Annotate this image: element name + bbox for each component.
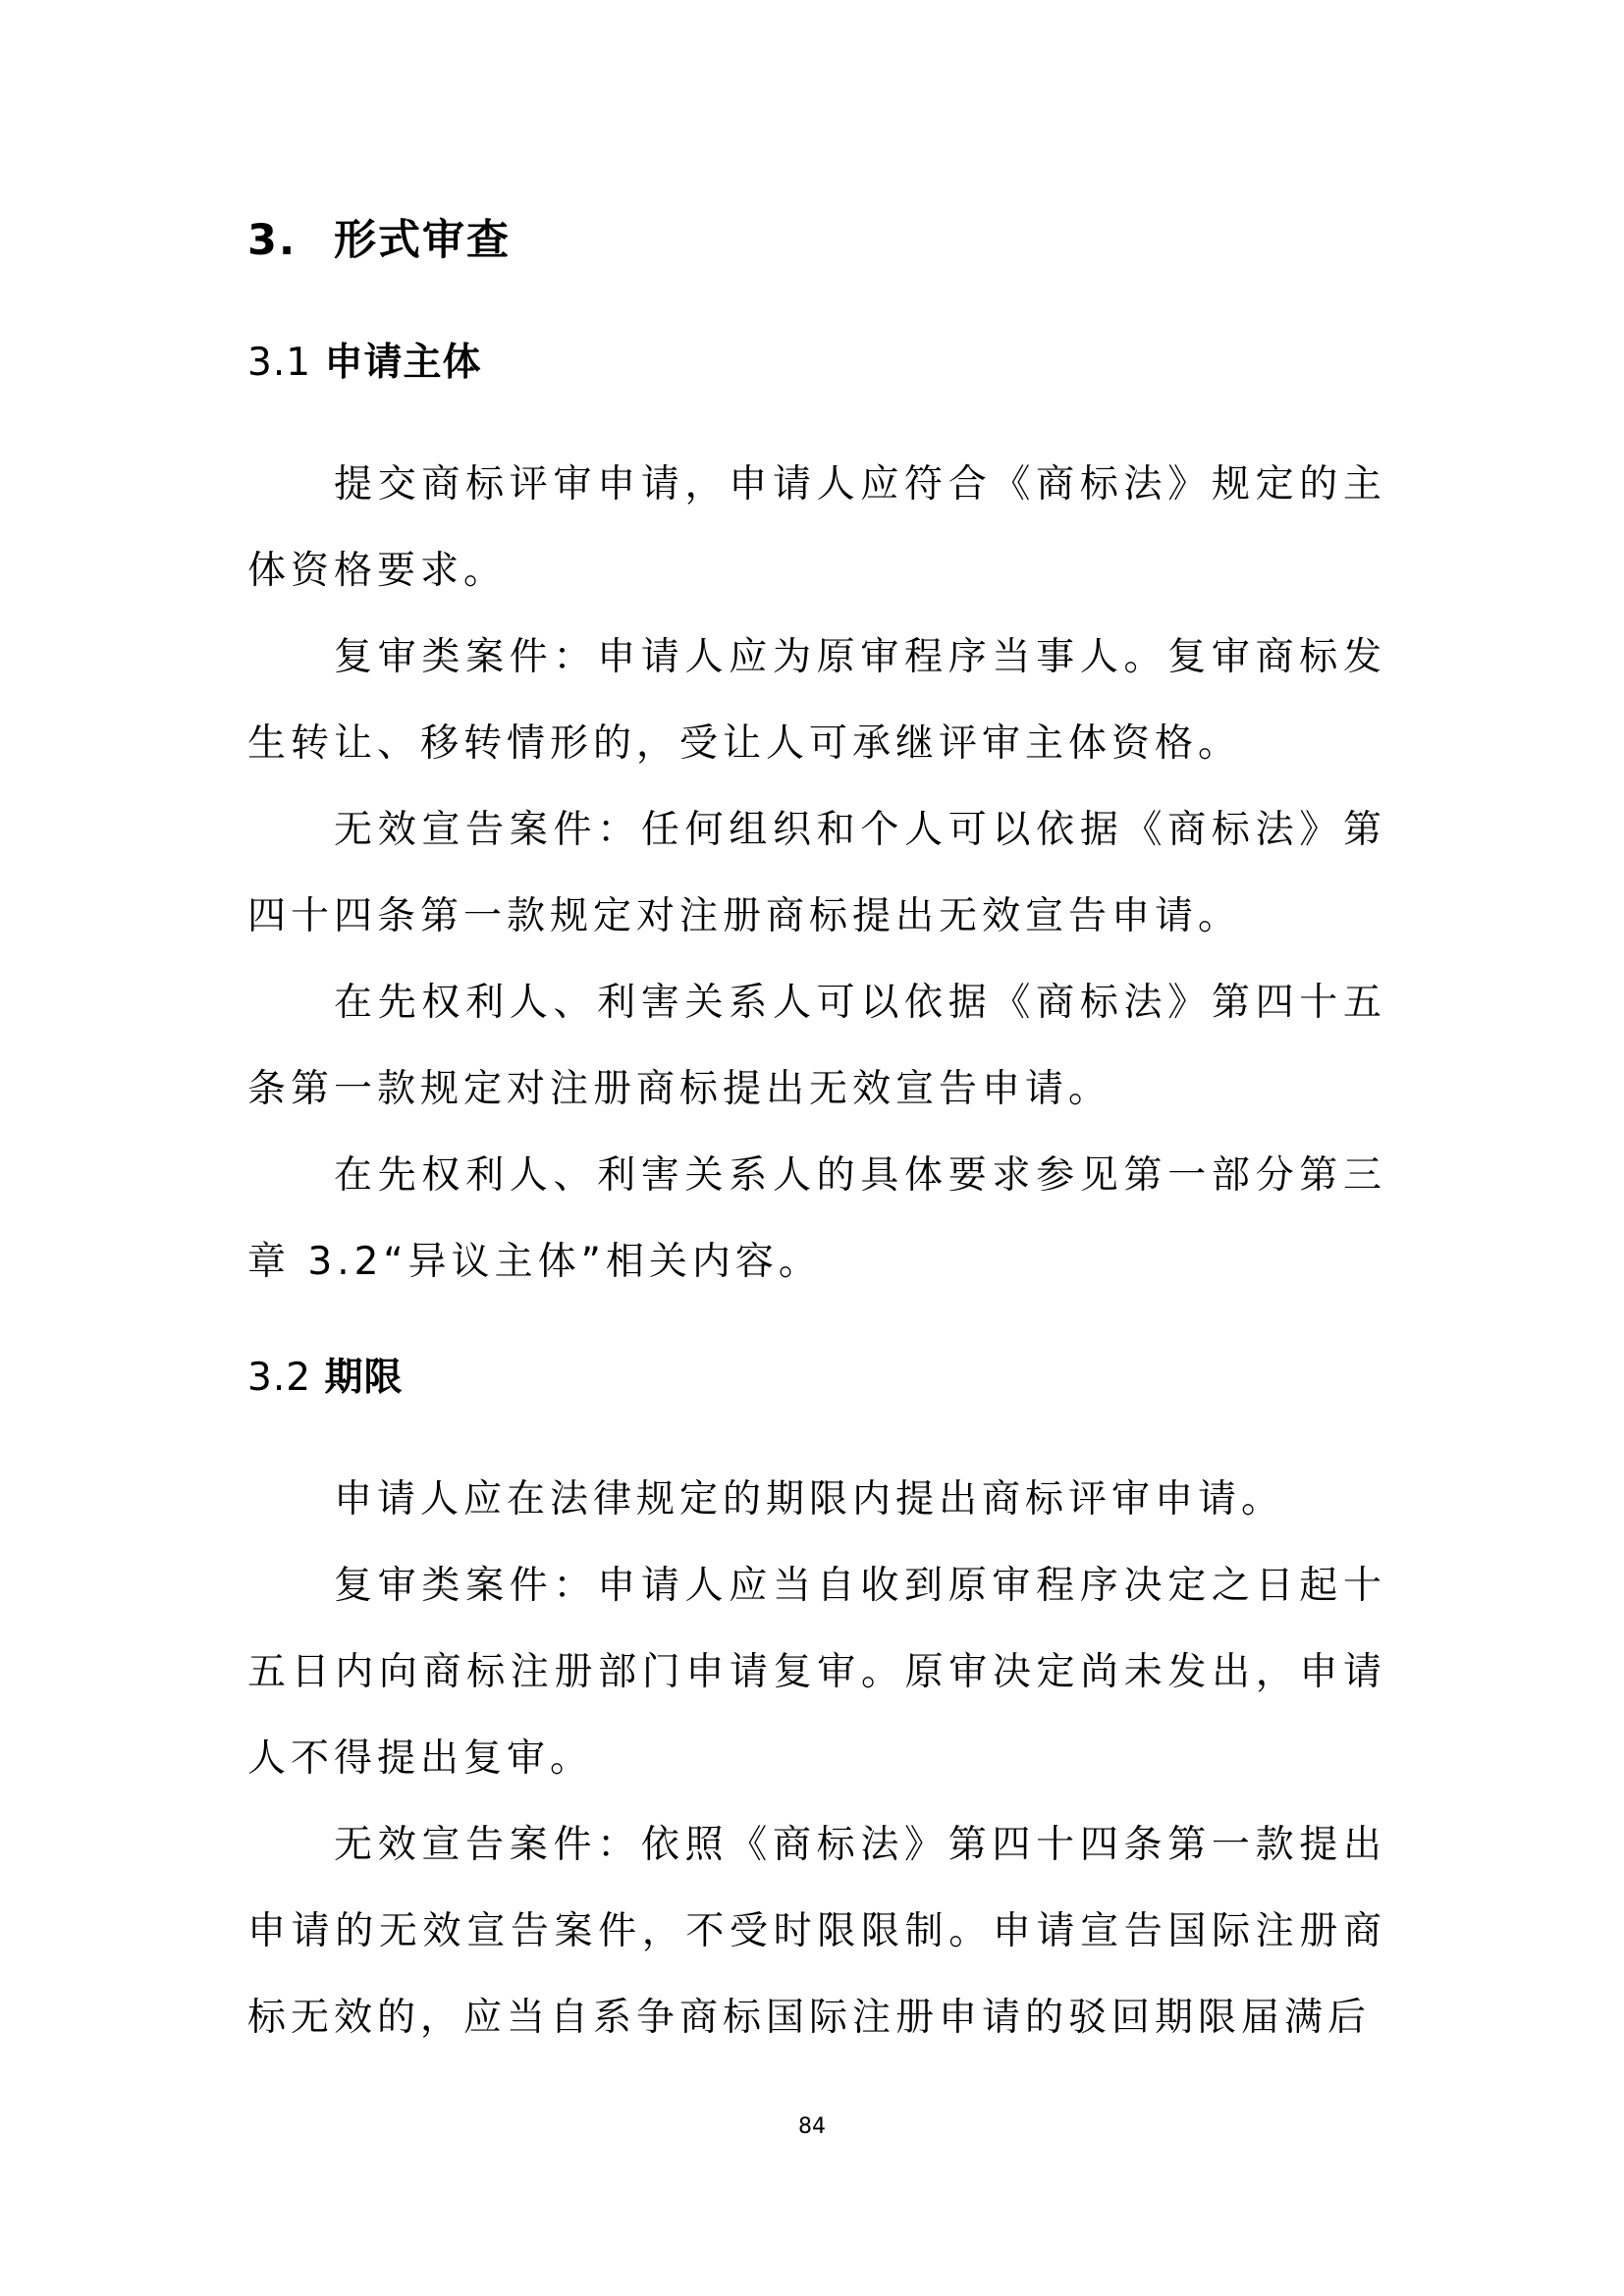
paragraph: 提交商标评审申请，申请人应符合《商标法》规定的主体资格要求。 [247, 462, 1386, 593]
paragraph: 复审类案件：申请人应当自收到原审程序决定之日起十五日内向商标注册部门申请复审。原审决定尚未发出，申请人不得提出复审。 [247, 1564, 1386, 1781]
paragraph: 申请人应在法律规定的期限内提出商标评审申请。 [334, 1477, 1285, 1522]
paragraph: 复审类案件：申请人应为原审程序当事人。复审商标发生转让、移转情形的，受让人可承继评审主体资格。 [247, 635, 1386, 766]
subsection-heading-3-2 [247, 1349, 1386, 1408]
section-title: 形式审查 [334, 216, 511, 265]
subsection-heading-3-1 [247, 334, 1386, 393]
paragraph: 无效宣告案件：依照《商标法》第四十四条第一款提出申请的无效宣告案件，不受时限限制。申请宣告国际注册商标无效的，应当自系争商标国际注册申请的驳回期限届满后 [247, 1823, 1386, 2040]
subsection-title: 申请主体 [324, 341, 482, 385]
paragraph: 在先权利人、利害关系人的具体要求参见第一部分第三章 3.2“异议主体”相关内容。 [247, 1153, 1386, 1284]
paragraph: 在先权利人、利害关系人可以依据《商标法》第四十五条第一款规定对注册商标提出无效宣告申请。 [247, 981, 1386, 1111]
section-heading [247, 211, 1386, 270]
paragraph: 无效宣告案件：任何组织和个人可以依据《商标法》第四十四条第一款规定对注册商标提出无效宣告申请。 [247, 808, 1386, 938]
subsection-title: 期限 [324, 1356, 404, 1400]
subsection-number: 3.1 [247, 341, 312, 385]
section-number: 3. [247, 216, 298, 265]
page-number: 84 [798, 2114, 826, 2139]
subsection-number: 3.2 [247, 1356, 312, 1400]
